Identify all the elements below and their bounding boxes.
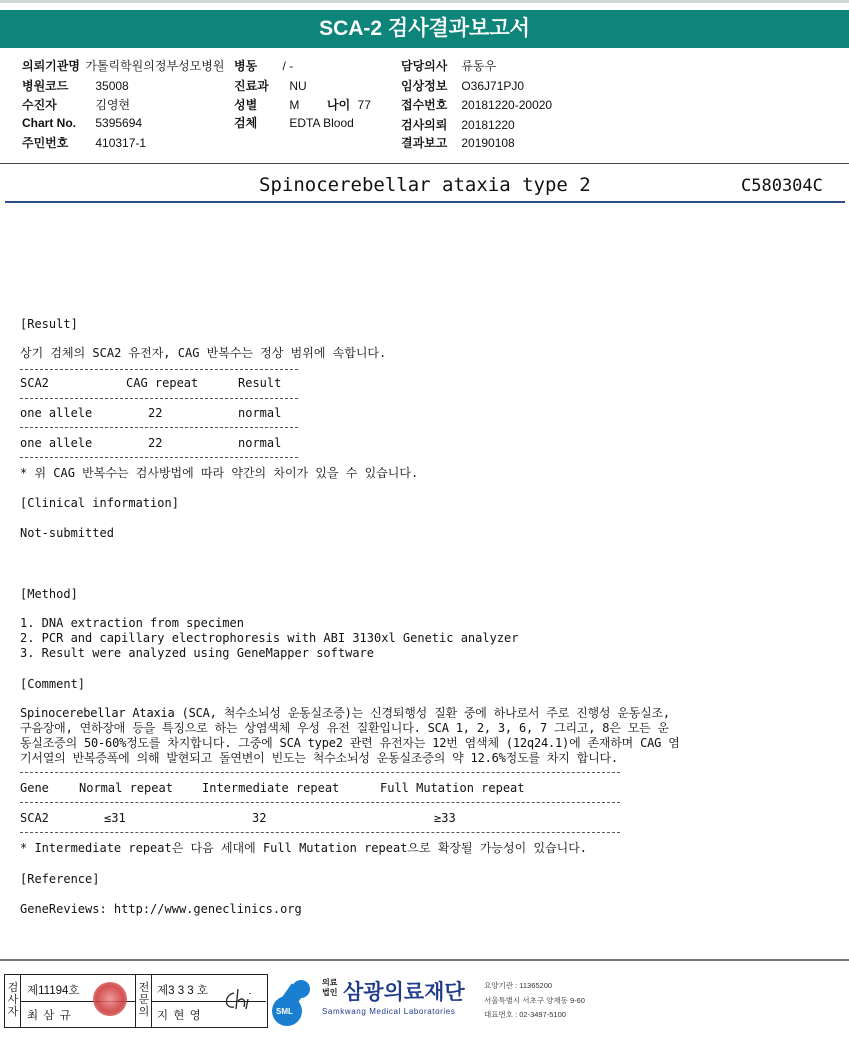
org-address: 서울특별시 서초구 양재동 9-60 — [484, 996, 585, 1005]
info-chart-no — [22, 116, 142, 130]
comment-col-full: Full Mutation repeat — [380, 781, 525, 795]
label-report-date: 결과보고 — [401, 136, 448, 150]
value-patient: 김영현 — [95, 98, 131, 112]
test-title-underline — [5, 201, 845, 203]
reference-header: [Reference] — [20, 872, 100, 886]
value-chart-no: 5395694 — [95, 116, 143, 130]
info-age — [327, 96, 371, 113]
box-divider — [135, 975, 136, 1027]
method-item: 2. PCR and capillary electrophoresis with ABI 3130xl Genetic analyzer — [20, 631, 519, 645]
value-ward: / - — [282, 59, 294, 73]
footer-divider — [0, 959, 849, 961]
report-title: SCA-2 검사결과보고서 — [0, 10, 849, 48]
value-report-date: 20190108 — [461, 136, 515, 150]
specialist-signature — [220, 985, 260, 1015]
org-english-name: Samkwang Medical Laboratories — [322, 1007, 456, 1016]
result-summary: 상기 검체의 SCA2 유전자, CAG 반복수는 정상 범위에 속합니다. — [20, 346, 387, 360]
result-table-rule — [20, 457, 298, 459]
examiner-label: 검사자 — [7, 982, 19, 1018]
comment-row-full: ≥33 — [434, 811, 456, 825]
method-item: 1. DNA extraction from specimen — [20, 616, 244, 630]
value-hospital-code: 35008 — [95, 79, 129, 93]
top-border — [0, 0, 849, 3]
clinical-header: [Clinical information] — [20, 496, 179, 510]
result-header: [Result] — [20, 317, 78, 331]
label-receipt-no: 접수번호 — [401, 98, 448, 112]
info-resident-no — [22, 134, 146, 151]
result-col-cag: CAG repeat — [126, 376, 199, 390]
specialist-label: 전문의 — [138, 982, 150, 1018]
org-phone: 대표번호 : 02-3497-5100 — [484, 1010, 566, 1019]
result-row1-repeat: 22 — [148, 406, 163, 420]
result-col-result: Result — [238, 376, 282, 390]
info-sex — [234, 96, 299, 113]
result-row2-result: normal — [238, 436, 282, 450]
comment-table-rule — [20, 832, 620, 834]
comment-col-normal: Normal repeat — [79, 781, 173, 795]
label-chart-no: Chart No. — [22, 116, 76, 130]
comment-row-intermediate: 32 — [252, 811, 267, 825]
comment-line: 동실조증의 50-60%정도를 차지합니다. 그중에 SCA type2 관련 유전자는 12번 염색체 (12q24.1)에 존재하며 CAG 염 — [20, 736, 680, 750]
label-ward: 병동 — [234, 59, 258, 73]
label-hospital-code: 병원코드 — [22, 79, 69, 93]
info-report-date — [401, 134, 515, 151]
value-request-date: 20181220 — [461, 118, 515, 132]
value-sex: M — [289, 98, 300, 112]
result-note: * 위 CAG 반복수는 검사방법에 따라 약간의 차이가 있을 수 있습니다. — [20, 466, 419, 480]
method-header: [Method] — [20, 587, 78, 601]
org-type: 의료법인 — [322, 978, 338, 997]
examiner-seal — [93, 982, 127, 1016]
examiner-name: 최 삼 규 — [27, 1010, 72, 1022]
result-table-rule — [20, 369, 298, 371]
info-receipt-no — [401, 96, 552, 113]
label-patient: 수진자 — [22, 98, 57, 112]
info-hospital-code — [22, 77, 129, 94]
result-table-rule — [20, 427, 298, 429]
value-age: 77 — [357, 98, 371, 112]
label-request-date: 검사의뢰 — [401, 118, 448, 132]
info-ward — [234, 57, 293, 74]
clinical-text: Not-submitted — [20, 526, 114, 540]
info-request-date — [401, 116, 515, 133]
result-row1-result: normal — [238, 406, 282, 420]
comment-row-gene: SCA2 — [20, 811, 49, 825]
value-specimen: EDTA Blood — [289, 116, 354, 130]
test-name: Spinocerebellar ataxia type 2 — [259, 174, 591, 196]
comment-row-normal: ≤31 — [104, 811, 126, 825]
label-age: 나이 — [327, 98, 351, 112]
comment-table-rule — [20, 772, 620, 774]
comment-col-intermediate: Intermediate repeat — [202, 781, 340, 795]
signature-box — [4, 974, 268, 1028]
value-doctor: 류동우 — [461, 59, 497, 73]
label-specimen: 검체 — [234, 116, 258, 130]
comment-line: Spinocerebellar Ataxia (SCA, 척수소뇌성 운동실조증)는 신경퇴행성 질환 중에 하나로서 주로 진행성 운동실조, — [20, 706, 670, 720]
label-sex: 성별 — [234, 98, 258, 112]
specialist-name: 지 현 영 — [157, 1010, 202, 1022]
info-clinical-info — [401, 77, 524, 94]
result-col-gene: SCA2 — [20, 376, 49, 390]
info-divider — [0, 163, 849, 164]
result-row2-allele: one allele — [20, 436, 93, 450]
comment-note: * Intermediate repeat은 다음 세대에 Full Mutation repeat으로 확장될 가능성이 있습니다. — [20, 841, 588, 855]
label-department: 진료과 — [234, 79, 269, 93]
examiner-license-no: 제11194호 — [27, 985, 80, 997]
label-hospital: 의뢰기관명 — [22, 59, 80, 73]
result-row1-allele: one allele — [20, 406, 93, 420]
method-item: 3. Result were analyzed using GeneMapper software — [20, 646, 375, 660]
comment-header: [Comment] — [20, 677, 86, 691]
value-hospital: 가톨릭학원의정부성모병원 — [85, 59, 225, 73]
info-doctor — [401, 57, 496, 74]
value-receipt-no: 20181220-20020 — [461, 98, 553, 112]
comment-col-gene: Gene — [20, 781, 49, 795]
result-table-rule — [20, 398, 298, 400]
result-row2-repeat: 22 — [148, 436, 163, 450]
info-hospital — [22, 57, 224, 74]
comment-line: 기서열의 반복증폭에 의해 발현되고 돌연변이 빈도는 척수소뇌성 운동실조증의 약 12.6%정도를 차지 합니다. — [20, 751, 618, 765]
value-resident-no: 410317-1 — [95, 136, 147, 150]
value-clinical-info: O36J71PJ0 — [461, 79, 525, 93]
label-clinical-info: 임상정보 — [401, 79, 448, 93]
label-resident-no: 주민번호 — [22, 136, 69, 150]
info-department — [234, 77, 307, 94]
label-doctor: 담당의사 — [401, 59, 448, 73]
value-department: NU — [289, 79, 307, 93]
logo-text: SML — [276, 1007, 293, 1016]
info-patient — [22, 96, 130, 113]
specialist-license-no: 제3 3 3 호 — [157, 985, 208, 997]
comment-table-rule — [20, 802, 620, 804]
test-code: C580304C — [741, 176, 823, 196]
info-specimen — [234, 114, 354, 131]
org-name: 삼광의료재단 — [343, 981, 465, 1004]
reference-text: GeneReviews: http://www.geneclinics.org — [20, 902, 302, 916]
org-code: 요양기관 : 11365200 — [484, 981, 553, 990]
sml-logo — [272, 976, 320, 1028]
comment-line: 구음장애, 연하장애 등을 특징으로 하는 상염색체 우성 유전 질환입니다. SCA 1, 2, 3, 6, 7 그리고, 8은 모든 운 — [20, 721, 669, 735]
